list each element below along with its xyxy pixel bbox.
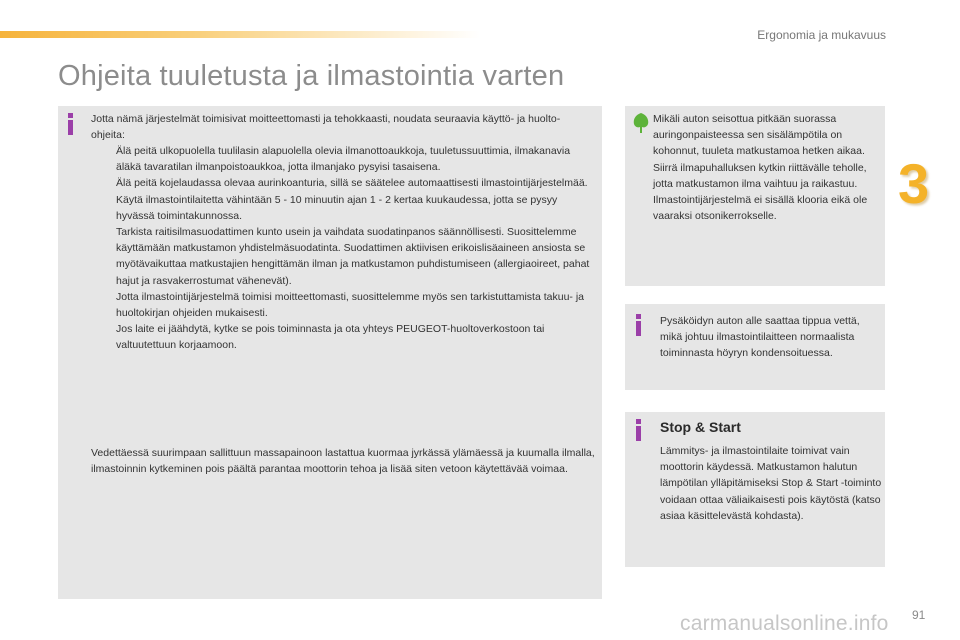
towing-note: Vedettäessä suurimpaan sallittuun massapainoon lastattua kuormaa jyrkässä ylämäessä ja kuumalla ilmalla, ilmastoinnin kytkeminen pois päältä parantaa moottorin tehoa ja lisää siten vetoon käytettävää voimaa. xyxy=(91,447,595,476)
section-title: Ergonomia ja mukavuus xyxy=(757,28,886,42)
stop-start-text: Lämmitys- ja ilmastointilaite toimivat vain moottorin käydessä. Matkustamon halutun lämpötilan ylläpitämiseksi Stop & Start -toiminto voidaan ottaa väliaikaisesti pois käytöstä (katso asiaa käsittelevästä kohdasta). xyxy=(660,445,882,522)
eco-text xyxy=(653,111,878,224)
tips-list xyxy=(91,143,591,354)
list-item: Käytä ilmastointilaitetta vähintään 5 - 10 minuutin ajan 1 - 2 kertaa kuukaudessa, jotta se pysyy hyvässä toimintakunnossa. xyxy=(116,193,558,222)
list-item: Jotta ilmastointijärjestelmä toimisi moitteettomasti, suosittelemme myös sen tarkistuttamista takuu- ja huoltokirjan ohjeiden mukaisesti. xyxy=(116,290,584,320)
list-item: Älä peitä kojelaudassa olevaa aurinkoanturia, sillä se säätelee automaattisesti ilmastointijärjestelmää. xyxy=(116,177,588,190)
list-item: Tarkista raitisilmasuodattimen kunto usein ja vaihdata suodatinpanos säännöllisesti. Suosittelemme käyttämään matkustamon yhdistelmäsuodatinta. Suodattimen aktiivisen erikoislisäaineen ansiosta se myötävaikuttaa matkustajien hengittämän ilman ja matkustamon puhdistumiseen (allergiaoireet, pahat hajut ja rasvakerrostumat vähenevät). xyxy=(116,226,590,287)
header-accent-bar xyxy=(0,31,480,38)
list-item: Älä peitä ulkopuolella tuulilasin alapuolella olevia ilmanottoaukkoja, tuuletussuuttimia, ilmakanavia äläkä tavaratilan ilmanpoistoaukkoa, jotta ilmanjako pysyisi tasaisena. xyxy=(116,145,571,174)
eco-paragraph: Siirrä ilmapuhalluksen kytkin riittävälle teholle, jotta matkustamon ilma vaihtuu ja raikastuu. xyxy=(653,161,867,190)
intro-text: Jotta nämä järjestelmät toimisivat moitteettomasti ja tehokkaasti, noudata seuraavia käyttö- ja huolto-ohjeita: xyxy=(91,113,561,142)
stop-start-title: Stop & Start xyxy=(660,419,741,435)
chapter-number: 3 xyxy=(898,152,930,215)
condensation-text: Pysäköidyn auton alle saattaa tippua vettä, mikä johtuu ilmastointilaitteen normaalista toiminnasta höyryn kondensoituessa. xyxy=(660,315,860,360)
watermark: carmanualsonline.info xyxy=(680,612,889,635)
leaf-icon xyxy=(632,112,650,134)
list-item: Jos laite ei jäähdytä, kytke se pois toiminnasta ja ota yhteys PEUGEOT-huoltoverkostoon tai valtuutettuun korjaamoon. xyxy=(116,323,545,352)
page-number: 91 xyxy=(912,608,926,622)
info-icon xyxy=(636,314,641,336)
info-icon xyxy=(68,113,73,135)
eco-paragraph: Mikäli auton seisottua pitkään suorassa auringonpaisteessa sen sisälämpötila on kohonnut, tuuleta matkustamoa hetken aikaa. xyxy=(653,113,865,158)
info-icon xyxy=(636,419,641,441)
page-title: Ohjeita tuuletusta ja ilmastointia varten xyxy=(58,60,565,92)
eco-paragraph: Ilmastointijärjestelmä ei sisällä klooria eikä ole vaaraksi otsonikerrokselle. xyxy=(653,194,868,223)
